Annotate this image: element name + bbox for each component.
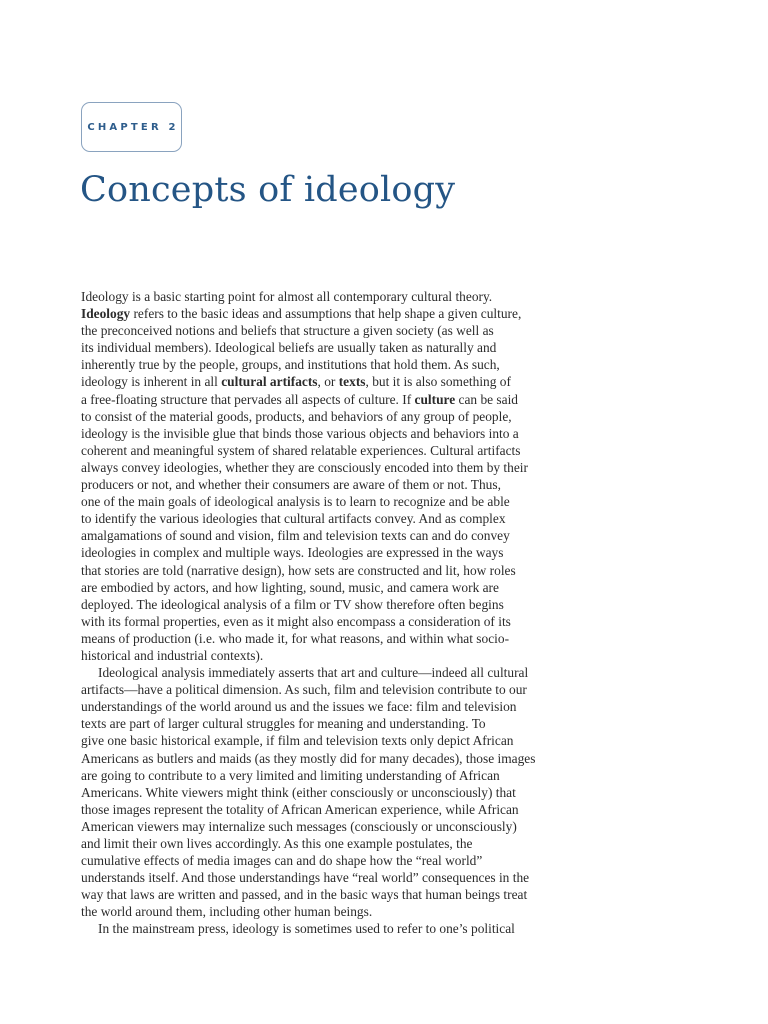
text-segment: , or (317, 374, 339, 390)
text-line (81, 920, 571, 937)
text-segment: a free-floating structure that pervades all aspects of culture. If (81, 391, 415, 407)
text-line (81, 698, 571, 715)
text-line (81, 544, 571, 561)
text-line (81, 886, 571, 903)
text-segment: producers or not, and whether their consumers are aware of them or not. Thus, (81, 477, 501, 493)
text-line (81, 835, 571, 852)
text-segment: artifacts—have a political dimension. As such, film and television contribute to our (81, 682, 527, 698)
text-line (81, 579, 571, 596)
text-line (81, 408, 571, 425)
text-line (81, 305, 571, 322)
text-segment: and limit their own lives accordingly. As this one example postulates, the (81, 836, 473, 851)
text-line (81, 322, 571, 339)
text-line (81, 373, 571, 390)
chapter-label-box (81, 102, 182, 152)
text-segment: always convey ideologies, whether they are consciously encoded into them by their (81, 459, 528, 475)
text-segment: one of the main goals of ideological analysis is to learn to recognize and be able (81, 494, 510, 510)
key-term: cultural artifacts (221, 374, 318, 390)
text-segment: ideology is inherent in all (81, 374, 222, 390)
text-segment: refers to the basic ideas and assumptions that help shape a given culture, (130, 306, 522, 322)
text-line (81, 562, 571, 579)
text-segment: ideology is the invisible glue that binds those various objects and behaviors into a (81, 425, 519, 441)
text-segment: inherently true by the people, groups, and institutions that hold them. As such, (81, 357, 500, 373)
text-line (81, 339, 571, 356)
text-line (81, 493, 571, 510)
text-segment: texts are part of larger cultural struggles for meaning and understanding. To (81, 716, 486, 732)
text-segment: means of production (i.e. who made it, for what reasons, and within what socio- (81, 630, 510, 646)
text-segment: deployed. The ideological analysis of a film or TV show therefore often begins (81, 596, 504, 612)
text-segment: historical and industrial contexts). (81, 647, 264, 663)
text-segment: American viewers may internalize such messages (consciously or unconsciously) (81, 818, 517, 834)
text-line (81, 425, 571, 442)
body-text (81, 288, 571, 938)
text-line (81, 869, 571, 886)
paragraph (81, 664, 571, 920)
text-segment: to consist of the material goods, products, and behaviors of any group of people, (81, 408, 512, 424)
text-segment: that stories are told (narrative design), how sets are constructed and lit, how roles (81, 562, 516, 578)
text-segment: coherent and meaningful system of shared relatable experiences. Cultural artifacts (81, 442, 521, 458)
text-segment: Ideological analysis immediately asserts that art and culture—indeed all cultural (98, 665, 529, 681)
text-segment: the world around them, including other human beings. (81, 904, 373, 920)
text-segment: understandings of the world around us and the issues we face: film and television (81, 699, 517, 715)
text-segment: to identify the various ideologies that cultural artifacts convey. And as complex (81, 511, 506, 527)
text-line (81, 356, 571, 373)
text-line (81, 732, 571, 749)
text-line (81, 784, 571, 801)
key-term: texts (338, 374, 366, 390)
text-line (81, 510, 571, 527)
text-segment: ideologies in complex and multiple ways. Ideologies are expressed in the ways (81, 545, 504, 561)
text-segment: its individual members). Ideological beliefs are usually taken as naturally and (81, 340, 497, 356)
text-segment: are embodied by actors, and how lighting, sound, music, and camera work are (81, 579, 499, 595)
text-line (81, 459, 571, 476)
text-line (81, 767, 571, 784)
text-line (81, 476, 571, 493)
text-line (81, 613, 571, 630)
text-line (81, 715, 571, 732)
text-segment: cumulative effects of media images can and do shape how the “real world” (81, 853, 483, 869)
text-segment: amalgamations of sound and vision, film and television texts can and do convey (81, 528, 510, 544)
text-segment: Ideology is a basic starting point for almost all contemporary cultural theory. (81, 289, 493, 304)
text-line (81, 750, 571, 767)
text-segment: those images represent the totality of African American experience, while African (81, 801, 519, 817)
text-line (81, 527, 571, 544)
text-line (81, 442, 571, 459)
text-segment: are going to contribute to a very limited and limiting understanding of African (81, 767, 500, 783)
text-line (81, 903, 571, 920)
text-line (81, 681, 571, 698)
text-line (81, 596, 571, 613)
chapter-label: CHAPTER 2 (87, 121, 179, 133)
text-segment: way that laws are written and passed, and in the basic ways that human beings treat (81, 887, 528, 903)
text-segment: Americans as butlers and maids (as they mostly did for many decades), those images (81, 750, 536, 766)
key-term: Ideology (81, 306, 131, 322)
text-segment: understands itself. And those understandings have “real world” consequences in the (81, 870, 530, 886)
paragraph (81, 288, 571, 664)
key-term: culture (414, 391, 456, 407)
text-segment: give one basic historical example, if film and television texts only depict African (81, 733, 514, 749)
chapter-title: Concepts of ideology (80, 170, 456, 210)
text-line (81, 818, 571, 835)
paragraph (81, 920, 571, 937)
text-line (81, 647, 571, 664)
text-segment: , but it is also something of (365, 374, 511, 390)
text-line (81, 852, 571, 869)
text-line (81, 391, 571, 408)
text-line (81, 801, 571, 818)
text-line (81, 288, 571, 305)
text-segment: with its formal properties, even as it might also encompass a consideration of its (81, 613, 511, 629)
text-line (81, 630, 571, 647)
text-line (81, 664, 571, 681)
text-segment: In the mainstream press, ideology is sometimes used to refer to one’s political (98, 921, 515, 937)
text-segment: can be said (455, 391, 519, 407)
text-segment: the preconceived notions and beliefs that structure a given society (as well as (81, 323, 494, 339)
text-segment: Americans. White viewers might think (either consciously or unconsciously) that (81, 784, 516, 800)
